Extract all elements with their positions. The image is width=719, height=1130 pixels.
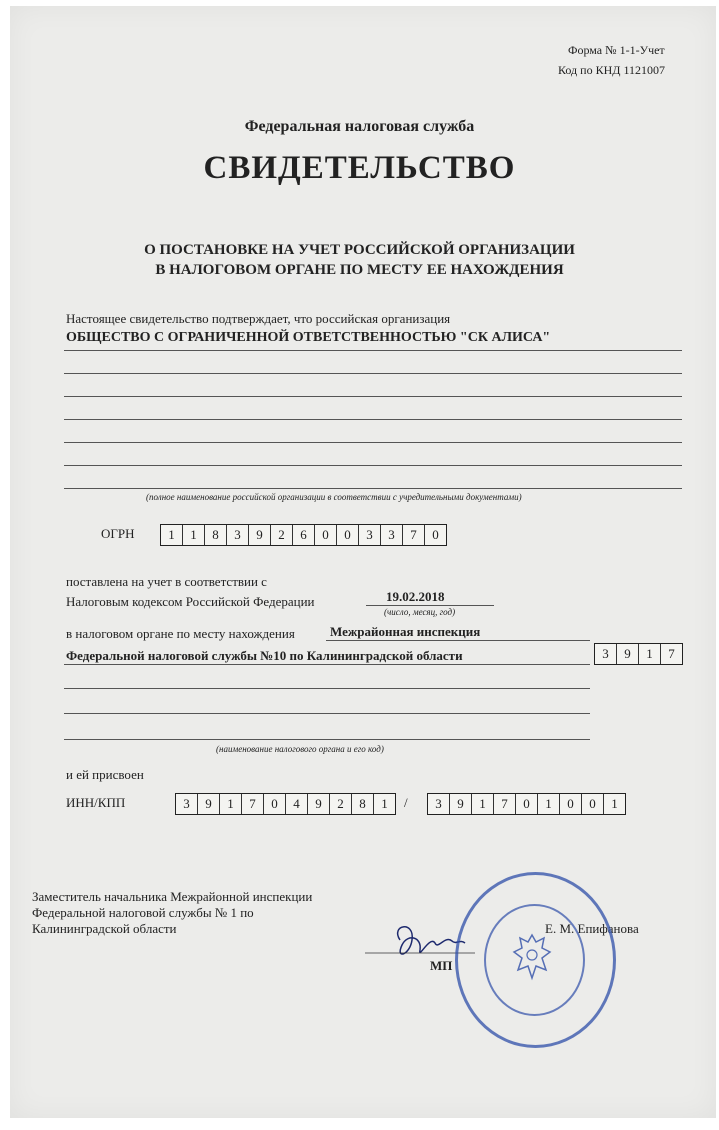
rule-line (64, 373, 682, 374)
service-name: Федеральная налоговая служба (244, 118, 475, 135)
form-number: Форма № 1-1-Учет (568, 43, 665, 57)
tax-authority-name-part2: Федеральной налоговой службы №10 по Калининградской области (66, 648, 463, 663)
inn-kpp-label: ИНН/КПП (66, 795, 126, 810)
ogrn-digit: 0 (432, 527, 439, 542)
kpp-digit: 1 (538, 794, 560, 814)
inn-kpp-separator: / (404, 795, 408, 810)
signer-name: Е. М. Епифанова (545, 921, 639, 936)
org-name-caption: (полное наименование российской организации в соответствии с учредительными документами) (146, 492, 522, 502)
inn-digit: 1 (381, 796, 388, 811)
date-rule-line (366, 605, 494, 606)
kpp-digit: 1 (611, 796, 618, 811)
ogrn-digit: 0 (315, 525, 337, 545)
inn-boxes (175, 793, 396, 815)
inn-digit: 0 (264, 794, 286, 814)
registration-line2: Налоговым кодексом Российской Федерации (66, 594, 315, 609)
ogrn-digit: 3 (359, 525, 381, 545)
ogrn-digit: 8 (205, 525, 227, 545)
registration-line1: поставлена на учет в соответствии с (66, 574, 267, 589)
tax-authority-label: в налоговом органе по месту нахождения (66, 626, 295, 641)
inn-assigned-text: и ей присвоен (66, 767, 144, 782)
kpp-digit: 0 (582, 794, 604, 814)
tax-authority-name-part1: Межрайонная инспекция (330, 624, 481, 639)
kpp-digit: 0 (516, 794, 538, 814)
tax-authority-caption: (наименование налогового органа и его код) (216, 744, 384, 754)
code-digit: 9 (617, 644, 639, 664)
inn-digit: 3 (176, 794, 198, 814)
inn-digit: 4 (286, 794, 308, 814)
rule-line (64, 465, 682, 466)
organization-name: ОБЩЕСТВО С ОГРАНИЧЕННОЙ ОТВЕТСТВЕННОСТЬЮ "СК АЛИСА" (66, 330, 551, 345)
rule-line (326, 640, 590, 641)
inn-digit: 9 (308, 794, 330, 814)
inn-digit: 2 (330, 794, 352, 814)
ogrn-digit: 7 (403, 525, 425, 545)
kpp-boxes (427, 793, 626, 815)
registration-date: 19.02.2018 (386, 589, 445, 604)
ogrn-digit: 3 (227, 525, 249, 545)
signer-title-line1: Заместитель начальника Межрайонной инспекции (32, 889, 313, 904)
knd-code: Код по КНД 1121007 (558, 63, 665, 77)
rule-line (64, 688, 590, 689)
seal-place-mark: МП (430, 958, 453, 973)
code-digit: 7 (668, 646, 675, 661)
document-subtitle-line2: В НАЛОГОВОМ ОРГАНЕ ПО МЕСТУ ЕЕ НАХОЖДЕНИЯ (155, 262, 564, 278)
inn-digit: 8 (352, 794, 374, 814)
rule-line (64, 350, 682, 351)
ogrn-digit: 9 (249, 525, 271, 545)
ogrn-label: ОГРН (101, 526, 135, 541)
intro-text: Настоящее свидетельство подтверждает, что российская организация (66, 311, 451, 326)
eagle-emblem-icon (510, 930, 555, 985)
kpp-digit: 0 (560, 794, 582, 814)
ogrn-boxes (160, 524, 447, 546)
date-caption: (число, месяц, год) (384, 607, 456, 617)
inn-digit: 9 (198, 794, 220, 814)
rule-line (64, 664, 590, 665)
rule-line (64, 419, 682, 420)
ogrn-digit: 1 (183, 525, 205, 545)
document-subtitle-line1: О ПОСТАНОВКЕ НА УЧЕТ РОССИЙСКОЙ ОРГАНИЗАЦИИ (144, 242, 575, 258)
ogrn-digit: 6 (293, 525, 315, 545)
ogrn-digit: 0 (337, 525, 359, 545)
ogrn-digit: 2 (271, 525, 293, 545)
kpp-digit: 9 (450, 794, 472, 814)
code-digit: 3 (595, 644, 617, 664)
rule-line (64, 442, 682, 443)
rule-line (64, 713, 590, 714)
document-title: СВИДЕТЕЛЬСТВО (203, 150, 516, 186)
code-digit: 1 (639, 644, 661, 664)
signer-title-line2: Федеральной налоговой службы № 1 по (32, 905, 254, 920)
inn-digit: 1 (220, 794, 242, 814)
kpp-digit: 1 (472, 794, 494, 814)
rule-line (64, 739, 590, 740)
rule-line (64, 488, 682, 489)
rule-line (64, 396, 682, 397)
ogrn-digit: 3 (381, 525, 403, 545)
ogrn-digit: 1 (161, 525, 183, 545)
kpp-digit: 3 (428, 794, 450, 814)
tax-authority-code-boxes (594, 643, 683, 665)
inn-digit: 7 (242, 794, 264, 814)
signer-title-line3: Калининградской области (32, 921, 177, 936)
kpp-digit: 7 (494, 794, 516, 814)
